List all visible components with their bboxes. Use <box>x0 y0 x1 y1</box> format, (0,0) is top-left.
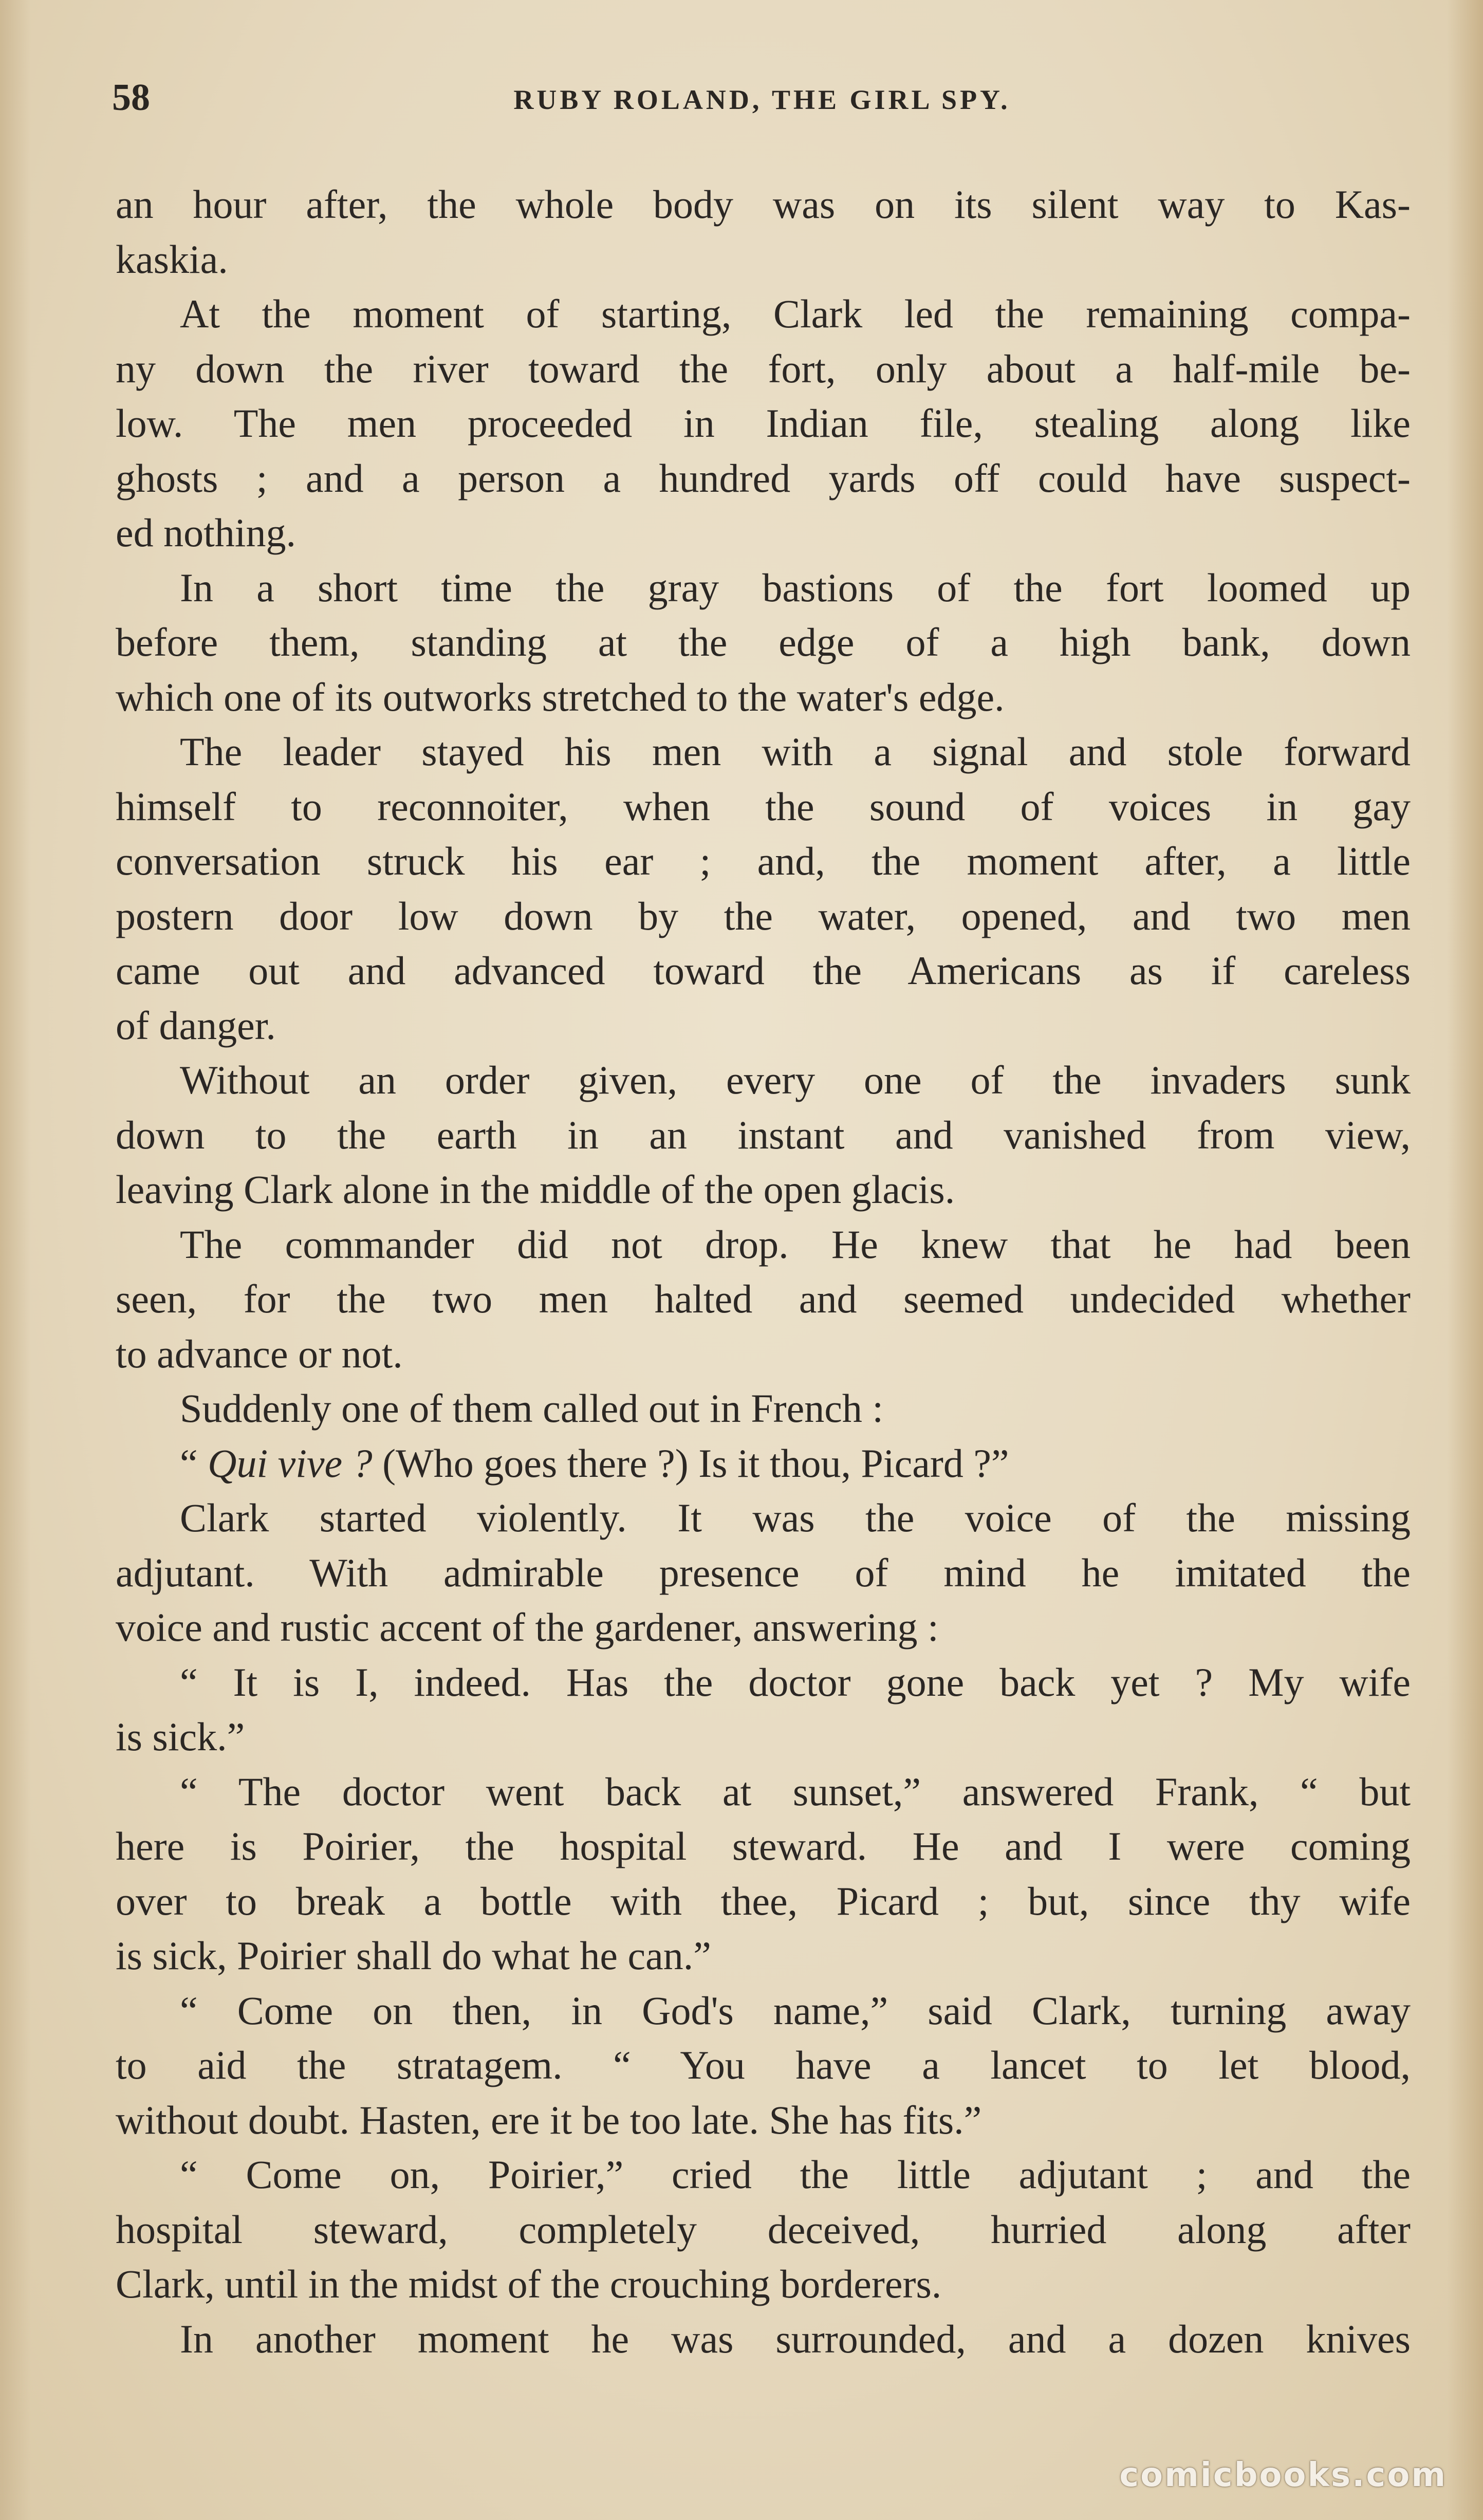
body-text <box>116 177 1411 2366</box>
text-line: postern door low down by the water, opened, and two men <box>116 893 1411 938</box>
text-line: voice and rustic accent of the gardener, answering : <box>116 1605 939 1650</box>
text-line: “ Come on then, in God's name,” said Clark, turning away <box>180 1988 1411 2033</box>
text-line: Clark started violently. It was the voice of the missing <box>180 1495 1411 1540</box>
text-line: adjutant. With admirable presence of mind he imitated the <box>116 1550 1411 1595</box>
text-line: is sick.” <box>116 1714 245 1759</box>
text-line: The leader stayed his men with a signal and stole forward <box>180 729 1411 774</box>
text-line: Suddenly one of them called out in French : <box>180 1386 884 1431</box>
text-line: of danger. <box>116 1003 276 1048</box>
text-line: an hour after, the whole body was on its silent way to Kas- <box>116 182 1411 227</box>
text-line: “ It is I, indeed. Has the doctor gone back yet ? My wife <box>180 1659 1411 1704</box>
text-line: down to the earth in an instant and vanished from view, <box>116 1112 1411 1157</box>
text-line: which one of its outworks stretched to the water's edge. <box>116 674 1005 719</box>
text-line: “ Come on, Poirier,” cried the little adjutant ; and the <box>180 2152 1411 2197</box>
text-line: seen, for the two men halted and seemed undecided whether <box>116 1276 1411 1321</box>
text-line: At the moment of starting, Clark led the remaining compa- <box>180 291 1411 336</box>
text-line: leaving Clark alone in the middle of the open glacis. <box>116 1167 955 1212</box>
text-line: to advance or not. <box>116 1331 403 1376</box>
text-line: ghosts ; and a person a hundred yards off could have suspect- <box>116 455 1411 501</box>
text-line: The commander did not drop. He knew that he had been <box>180 1221 1411 1267</box>
text-line: came out and advanced toward the Americans as if careless <box>116 948 1411 993</box>
text-line: Clark, until in the midst of the crouching borderers. <box>116 2262 942 2306</box>
text-line: kaskia. <box>116 236 228 282</box>
running-title: RUBY ROLAND, THE GIRL SPY. <box>513 84 1011 115</box>
text-line: over to break a bottle with thee, Picard ; but, since thy wife <box>116 1878 1411 1923</box>
page-header <box>112 77 1412 118</box>
text-line: before them, standing at the edge of a high bank, down <box>116 620 1411 664</box>
text-line: ed nothing. <box>116 510 296 555</box>
watermark: comicbooks.com <box>1119 2456 1447 2494</box>
text-line: is sick, Poirier shall do what he can.” <box>116 1933 711 1978</box>
text-line: without doubt. Hasten, ere it be too late. She has fits.” <box>116 2097 982 2142</box>
text-line: to aid the stratagem. “ You have a lancet to let blood, <box>116 2043 1411 2087</box>
text-line: “ Qui vive ? (Who goes there ?) Is it thou, Picard ?” <box>180 1440 1009 1486</box>
page-edge-shadow-left <box>0 0 31 2520</box>
text-line: “ The doctor went back at sunset,” answered Frank, “ but <box>180 1769 1411 1814</box>
page-edge-shadow-right <box>1447 0 1483 2520</box>
text-line: low. The men proceeded in Indian file, stealing along like <box>116 401 1411 446</box>
text-line: In a short time the gray bastions of the fort loomed up <box>180 565 1411 610</box>
text-line: Without an order given, every one of the invaders sunk <box>180 1058 1411 1102</box>
text-line: conversation struck his ear ; and, the moment after, a little <box>116 839 1411 883</box>
page-number: 58 <box>112 77 150 119</box>
text-line: himself to reconnoiter, when the sound of voices in gay <box>116 784 1411 829</box>
text-line: In another moment he was surrounded, and a dozen knives <box>180 2316 1411 2361</box>
text-line: ny down the river toward the fort, only about a half-mile be- <box>116 346 1411 391</box>
text-line: here is Poirier, the hospital steward. He and I were coming <box>116 1824 1411 1868</box>
text-line: hospital steward, completely deceived, hurried along after <box>116 2207 1411 2252</box>
